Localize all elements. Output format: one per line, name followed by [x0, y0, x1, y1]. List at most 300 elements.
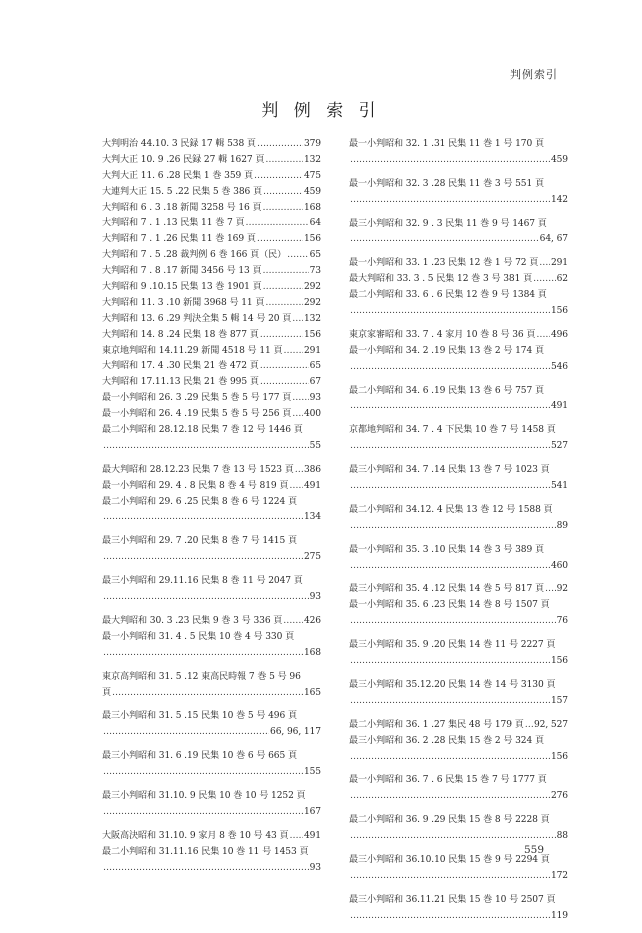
dot-leader	[263, 185, 303, 201]
entry-spacer	[349, 248, 568, 256]
page-title: 判 例 索 引	[261, 101, 381, 121]
entry-line	[349, 734, 568, 750]
page-ref: 64, 67	[539, 234, 568, 245]
entry-line	[102, 646, 321, 662]
entry-line	[102, 686, 321, 702]
page-ref: 496	[550, 329, 568, 340]
case-citation: 最一小判昭和 35. 6 .23 民集 14 巻 8 号 1507 頁	[349, 600, 550, 611]
index-entry	[102, 845, 321, 877]
dot-leader	[103, 725, 269, 741]
dot-leader	[112, 686, 303, 702]
index-entry	[102, 312, 321, 328]
case-citation: 大判大正 11. 6 .28 民集 1 巻 359 頁	[102, 170, 254, 181]
entry-line	[349, 304, 568, 320]
case-citation: 最一小判昭和 34. 2 .19 民集 13 巻 2 号 174 頁	[349, 345, 544, 356]
dot-leader	[103, 590, 309, 606]
entry-spacer	[349, 455, 568, 463]
entry-line	[102, 312, 321, 328]
index-entry	[349, 177, 568, 209]
entry-spacer	[349, 209, 568, 217]
page-ref: 119	[550, 910, 568, 921]
entry-line	[349, 360, 568, 376]
page-ref: 475	[303, 170, 321, 181]
case-citation: 最三小判昭和 35.12.20 民集 14 巻 14 号 3130 頁	[349, 679, 556, 690]
page-ref: 155	[303, 767, 321, 778]
dot-leader	[283, 614, 303, 630]
case-citation: 東京家審昭和 33. 7 . 4 家月 10 巻 8 号 36 頁	[349, 329, 536, 340]
index-entry	[102, 407, 321, 423]
entry-line	[102, 137, 321, 153]
dot-leader	[257, 137, 303, 153]
entry-line	[102, 725, 321, 741]
index-entry	[349, 137, 568, 169]
index-column-left	[102, 137, 321, 884]
index-entry	[349, 463, 568, 495]
page-ref: 459	[550, 154, 568, 165]
page-ref: 292	[303, 297, 321, 308]
index-entry	[349, 582, 568, 598]
entry-line	[349, 503, 568, 519]
index-entry	[102, 829, 321, 845]
case-citation: 最大判昭和 30. 3 .23 民集 9 巻 3 号 336 頁	[102, 615, 283, 626]
index-entry	[102, 614, 321, 630]
dot-leader	[292, 391, 308, 407]
index-entry	[102, 534, 321, 566]
dot-leader	[263, 264, 309, 280]
case-citation: 最三小判昭和 32. 9 . 3 民集 11 巻 9 号 1467 頁	[349, 218, 547, 229]
entry-line	[102, 479, 321, 495]
index-entry	[102, 359, 321, 375]
index-entry	[349, 272, 568, 288]
index-entry	[102, 344, 321, 360]
entry-line	[349, 909, 568, 925]
dot-leader	[350, 869, 550, 885]
dot-leader	[260, 375, 309, 391]
index-entry	[102, 216, 321, 232]
entry-spacer	[349, 925, 568, 933]
dot-leader	[265, 153, 303, 169]
page-ref: 156	[550, 656, 568, 667]
entry-spacer	[102, 781, 321, 789]
page-ref: 275	[303, 552, 321, 563]
dot-leader	[350, 909, 550, 925]
entry-line	[349, 789, 568, 805]
dot-leader	[290, 829, 303, 845]
dot-leader	[103, 805, 303, 821]
entry-line	[349, 582, 568, 598]
entry-line	[102, 495, 321, 511]
case-citation: 最三小判昭和 31.10. 9 民集 10 巻 10 号 1252 頁	[102, 790, 306, 801]
entry-line	[102, 439, 321, 455]
index-entry	[349, 344, 568, 376]
dot-leader	[350, 750, 550, 766]
index-entry	[102, 248, 321, 264]
entry-line	[102, 550, 321, 566]
entry-line	[349, 638, 568, 654]
index-entry	[349, 638, 568, 670]
index-entry	[102, 479, 321, 495]
dot-leader	[254, 169, 303, 185]
page-ref: 386	[303, 464, 321, 475]
entry-line	[349, 694, 568, 710]
page-ref: 93	[309, 862, 321, 873]
index-entry	[102, 749, 321, 781]
entry-line	[102, 280, 321, 296]
page-ref: 156	[303, 329, 321, 340]
page-ref: 92, 527	[533, 719, 568, 730]
case-citation: 最一小判昭和 33. 1 .23 民集 12 巻 1 号 72 頁	[349, 258, 539, 269]
dot-leader	[245, 216, 308, 232]
dot-leader	[536, 328, 550, 344]
dot-leader	[350, 694, 550, 710]
index-entry	[102, 328, 321, 344]
dot-leader	[350, 304, 550, 320]
index-entry	[349, 328, 568, 344]
index-entry	[102, 423, 321, 455]
index-entry	[349, 893, 568, 925]
dot-leader	[350, 829, 556, 845]
dot-leader	[284, 344, 303, 360]
page-ref: 527	[550, 441, 568, 452]
index-entry	[349, 543, 568, 575]
page-ref: 460	[550, 560, 568, 571]
case-citation: 大判昭和 17.11.13 民集 21 巻 995 頁	[102, 377, 259, 388]
index-entry	[102, 296, 321, 312]
case-citation: 最三小判昭和 34. 7 .14 民集 13 巻 7 号 1023 頁	[349, 465, 550, 476]
dot-leader	[103, 646, 303, 662]
case-citation: 大判昭和 7 . 8 .17 新聞 3456 号 13 頁	[102, 266, 262, 277]
entry-line	[349, 813, 568, 829]
index-entry	[102, 375, 321, 391]
entry-line	[102, 407, 321, 423]
dot-leader	[350, 614, 556, 630]
entry-spacer	[349, 885, 568, 893]
entry-line	[349, 598, 568, 614]
dot-leader	[287, 248, 309, 264]
page-ref: 426	[303, 615, 321, 626]
entry-spacer	[349, 169, 568, 177]
page-ref: 55	[309, 440, 321, 451]
dot-leader	[263, 280, 303, 296]
entry-line	[102, 359, 321, 375]
entry-line	[349, 654, 568, 670]
dot-leader	[103, 550, 303, 566]
index-entry	[102, 670, 321, 702]
index-entry	[102, 463, 321, 479]
page-ref: 89	[556, 520, 568, 531]
page-ref: 459	[303, 186, 321, 197]
entry-line	[102, 296, 321, 312]
entry-line	[102, 861, 321, 877]
page-ref: 168	[303, 647, 321, 658]
page-ref: 142	[550, 194, 568, 205]
entry-line	[349, 399, 568, 415]
dot-leader	[260, 359, 309, 375]
entry-line	[102, 232, 321, 248]
entry-line	[102, 423, 321, 439]
index-entry	[349, 384, 568, 416]
entry-line	[349, 423, 568, 439]
case-citation: 最三小判昭和 31. 5 .15 民集 10 巻 5 号 496 頁	[102, 711, 297, 722]
entry-spacer	[349, 535, 568, 543]
dot-leader	[265, 296, 303, 312]
dot-leader	[350, 153, 550, 169]
case-citation: 最二小判昭和 28.12.18 民集 7 巻 12 号 1446 頁	[102, 425, 303, 436]
page-ref: 276	[550, 791, 568, 802]
entry-line	[349, 773, 568, 789]
case-citation: 最三小判昭和 31. 6 .19 民集 10 巻 6 号 665 頁	[102, 751, 297, 762]
index-entry	[102, 280, 321, 296]
entry-line	[102, 169, 321, 185]
entry-line	[349, 217, 568, 233]
entry-line	[349, 869, 568, 885]
entry-line	[349, 272, 568, 288]
entry-spacer	[102, 566, 321, 574]
case-citation: 最大判昭和 33. 3 . 5 民集 12 巻 3 号 381 頁	[349, 274, 533, 285]
case-citation: 最二小判昭和 31.11.16 民集 10 巻 11 号 1453 頁	[102, 846, 309, 857]
index-entry	[102, 630, 321, 662]
entry-line	[102, 463, 321, 479]
case-citation: 大判明治 44.10. 3 民録 17 輯 538 頁	[102, 139, 256, 149]
dot-leader	[289, 479, 303, 495]
entry-line	[349, 750, 568, 766]
index-entry	[102, 232, 321, 248]
case-citation: 最三小判昭和 29. 7 .20 民集 8 巻 7 号 1415 頁	[102, 536, 297, 547]
entry-spacer	[349, 670, 568, 678]
page-ref: 165	[303, 687, 321, 698]
case-citation: 最一小判昭和 35. 3 .10 民集 14 巻 3 号 389 頁	[349, 544, 544, 555]
case-citation: 大判昭和 13. 6 .29 判決全集 5 輯 14 号 20 頁	[102, 313, 292, 324]
index-entry	[349, 678, 568, 710]
index-entry	[349, 503, 568, 535]
case-citation: 最三小判昭和 36. 2 .28 民集 15 巻 2 号 324 頁	[349, 735, 544, 746]
entry-spacer	[349, 805, 568, 813]
entry-line	[349, 559, 568, 575]
running-header: 判例索引	[510, 68, 558, 81]
page-ref: 167	[303, 806, 321, 817]
case-citation: 最三小判昭和 36.11.21 民集 15 巻 10 号 2507 頁	[349, 894, 556, 905]
index-entry	[102, 201, 321, 217]
page-ref: 134	[303, 512, 321, 523]
entry-spacer	[349, 376, 568, 384]
page-ref: 491	[303, 830, 321, 841]
page-ref: 92	[556, 584, 568, 595]
entry-line	[102, 765, 321, 781]
case-citation: 最大判昭和 28.12.23 民集 7 巻 13 号 1523 頁	[102, 464, 294, 475]
index-entry	[349, 256, 568, 272]
dot-leader	[350, 360, 550, 376]
dot-leader	[539, 256, 550, 272]
index-entry	[349, 853, 568, 885]
entry-line	[349, 439, 568, 455]
entry-line	[102, 344, 321, 360]
entry-spacer	[102, 526, 321, 534]
case-citation: 大阪高決昭和 31.10. 9 家月 8 巻 10 号 43 頁	[102, 830, 289, 841]
page-ref: 93	[309, 592, 321, 603]
entry-line	[102, 248, 321, 264]
index-entry	[349, 718, 568, 734]
entry-line	[102, 789, 321, 805]
dot-leader	[257, 232, 303, 248]
case-citation: 大判昭和 7 . 1 .26 民集 11 巻 169 頁	[102, 234, 256, 245]
entry-line	[349, 153, 568, 169]
entry-spacer	[102, 876, 321, 884]
dot-leader	[263, 201, 303, 217]
entry-line	[349, 543, 568, 559]
entry-line	[102, 670, 321, 686]
page-ref: 168	[303, 202, 321, 213]
dot-leader	[103, 510, 303, 526]
case-citation: 大判昭和 7 . 1 .13 民集 11 巻 7 頁	[102, 218, 245, 229]
page-ref: 546	[550, 361, 568, 372]
dot-leader	[525, 718, 533, 734]
case-citation: 最一小判昭和 26. 3 .29 民集 5 巻 5 号 177 頁	[102, 393, 292, 404]
index-entry	[349, 773, 568, 805]
entry-line	[102, 829, 321, 845]
page-ref: 132	[303, 313, 321, 324]
entry-line	[349, 193, 568, 209]
entry-line	[102, 201, 321, 217]
page-ref: 491	[550, 401, 568, 412]
entry-line	[349, 463, 568, 479]
dot-leader	[350, 193, 550, 209]
entry-line	[102, 709, 321, 725]
case-citation: 大判昭和 17. 4 .30 民集 21 巻 472 頁	[102, 361, 259, 372]
page-ref: 400	[303, 409, 321, 420]
entry-line	[349, 137, 568, 153]
page-ref: 156	[550, 306, 568, 317]
entry-line	[102, 614, 321, 630]
entry-line	[349, 519, 568, 535]
page-ref: 132	[303, 154, 321, 165]
dot-leader	[350, 232, 539, 248]
index-entry	[102, 185, 321, 201]
dot-leader	[103, 439, 309, 455]
dot-leader	[292, 312, 303, 328]
page-ref: 62	[556, 274, 568, 285]
entry-spacer	[349, 574, 568, 582]
entry-line	[349, 344, 568, 360]
entry-line	[349, 232, 568, 248]
page-ref: 541	[550, 481, 568, 492]
case-citation: 最二小判昭和 29. 6 .25 民集 8 巻 6 号 1224 頁	[102, 496, 297, 507]
entry-line	[349, 479, 568, 495]
entry-line	[349, 288, 568, 304]
entry-line	[349, 829, 568, 845]
entry-line	[102, 805, 321, 821]
entry-spacer	[102, 741, 321, 749]
entry-line	[349, 893, 568, 909]
case-citation: 最三小判昭和 29.11.16 民集 8 巻 11 号 2047 頁	[102, 576, 303, 587]
case-citation: 大判昭和 6 . 3 .18 新聞 3258 号 16 頁	[102, 202, 262, 213]
case-citation: 最一小判昭和 31. 4 . 5 民集 10 巻 4 号 330 頁	[102, 631, 295, 642]
dot-leader	[350, 789, 550, 805]
case-citation: 最三小判昭和 35. 4 .12 民集 14 巻 5 号 817 頁	[349, 584, 544, 595]
case-citation: 大判昭和 11. 3 .10 新聞 3968 号 11 頁	[102, 297, 265, 308]
page-ref: 157	[550, 695, 568, 706]
entry-spacer	[102, 455, 321, 463]
page-ref: 76	[556, 616, 568, 627]
dot-leader	[260, 328, 303, 344]
index-entry	[349, 217, 568, 249]
entry-line	[349, 177, 568, 193]
entry-spacer	[349, 630, 568, 638]
page-ref: 66, 96, 117	[270, 727, 321, 738]
case-citation: 最二小判昭和 36. 9 .29 民集 15 巻 8 号 2228 頁	[349, 815, 550, 826]
entry-line	[102, 375, 321, 391]
case-citation: 最二小判昭和 33. 6 . 6 民集 12 巻 9 号 1384 頁	[349, 290, 547, 301]
entry-line	[102, 391, 321, 407]
case-citation: 大判大正 10. 9 .26 民録 27 輯 1627 頁	[102, 154, 265, 165]
case-citation: 大判昭和 14. 8 .24 民集 18 巻 877 頁	[102, 329, 259, 340]
entry-line	[349, 256, 568, 272]
dot-leader	[292, 407, 303, 423]
entry-spacer	[349, 415, 568, 423]
entry-line	[102, 749, 321, 765]
index-entry	[102, 137, 321, 153]
page-ref: 65	[309, 250, 321, 261]
dot-leader	[103, 861, 309, 877]
entry-spacer	[349, 320, 568, 328]
index-column-right	[349, 137, 568, 933]
case-citation: 京都地判昭和 34. 7 . 4 下民集 10 巻 7 号 1458 頁	[349, 425, 556, 436]
entry-line	[349, 328, 568, 344]
case-citation: 最三小判昭和 36.10.10 民集 15 巻 9 号 2294 頁	[349, 854, 550, 865]
page-ref: 156	[303, 234, 321, 245]
index-entry	[349, 813, 568, 845]
entry-line	[349, 718, 568, 734]
page-ref: 379	[303, 139, 321, 149]
entry-line	[102, 510, 321, 526]
page-ref: 64	[309, 218, 321, 229]
case-citation: 大判昭和 9 .10.15 民集 13 巻 1901 頁	[102, 282, 262, 293]
entry-line	[102, 845, 321, 861]
page-ref: 172	[550, 870, 568, 881]
case-citation: 大判昭和 7 . 5 .28 裁判例 6 巻 166 頁（民）	[102, 250, 287, 261]
entry-line	[102, 590, 321, 606]
index-entry	[349, 423, 568, 455]
page-ref: 291	[550, 258, 568, 269]
page-number: 559	[523, 844, 544, 856]
index-entry	[102, 574, 321, 606]
index-entry	[102, 495, 321, 527]
case-citation: 最一小判昭和 36. 7 . 6 民集 15 巻 7 号 1777 頁	[349, 775, 547, 786]
entry-line	[102, 574, 321, 590]
case-citation: 最一小判昭和 32. 3 .28 民集 11 巻 3 号 551 頁	[349, 178, 544, 189]
case-citation: 東京地判昭和 14.11.29 新聞 4518 号 11 頁	[102, 345, 283, 356]
case-citation: 最一小判昭和 26. 4 .19 民集 5 巻 5 号 256 頁	[102, 409, 292, 420]
case-citation: 最一小判昭和 29. 4 . 8 民集 8 巻 4 号 819 頁	[102, 480, 289, 491]
page-ref: 292	[303, 282, 321, 293]
entry-line	[349, 678, 568, 694]
dot-leader	[350, 654, 550, 670]
dot-leader	[350, 519, 556, 535]
index-entry	[349, 734, 568, 766]
entry-line	[102, 534, 321, 550]
case-citation: 東京高判昭和 31. 5 .12 東高民時報 7 巻 5 号 96	[102, 671, 301, 682]
dot-leader	[533, 272, 556, 288]
entry-line	[102, 264, 321, 280]
entry-line	[102, 153, 321, 169]
entry-line	[102, 328, 321, 344]
case-citation: 最二小判昭和 36. 1 .27 集民 48 号 179 頁	[349, 719, 524, 730]
dot-leader	[350, 439, 550, 455]
page-ref: 88	[556, 831, 568, 842]
case-citation: 最一小判昭和 32. 1 .31 民集 11 巻 1 号 170 頁	[349, 139, 544, 149]
entry-spacer	[102, 821, 321, 829]
entry-line	[102, 630, 321, 646]
entry-spacer	[349, 765, 568, 773]
